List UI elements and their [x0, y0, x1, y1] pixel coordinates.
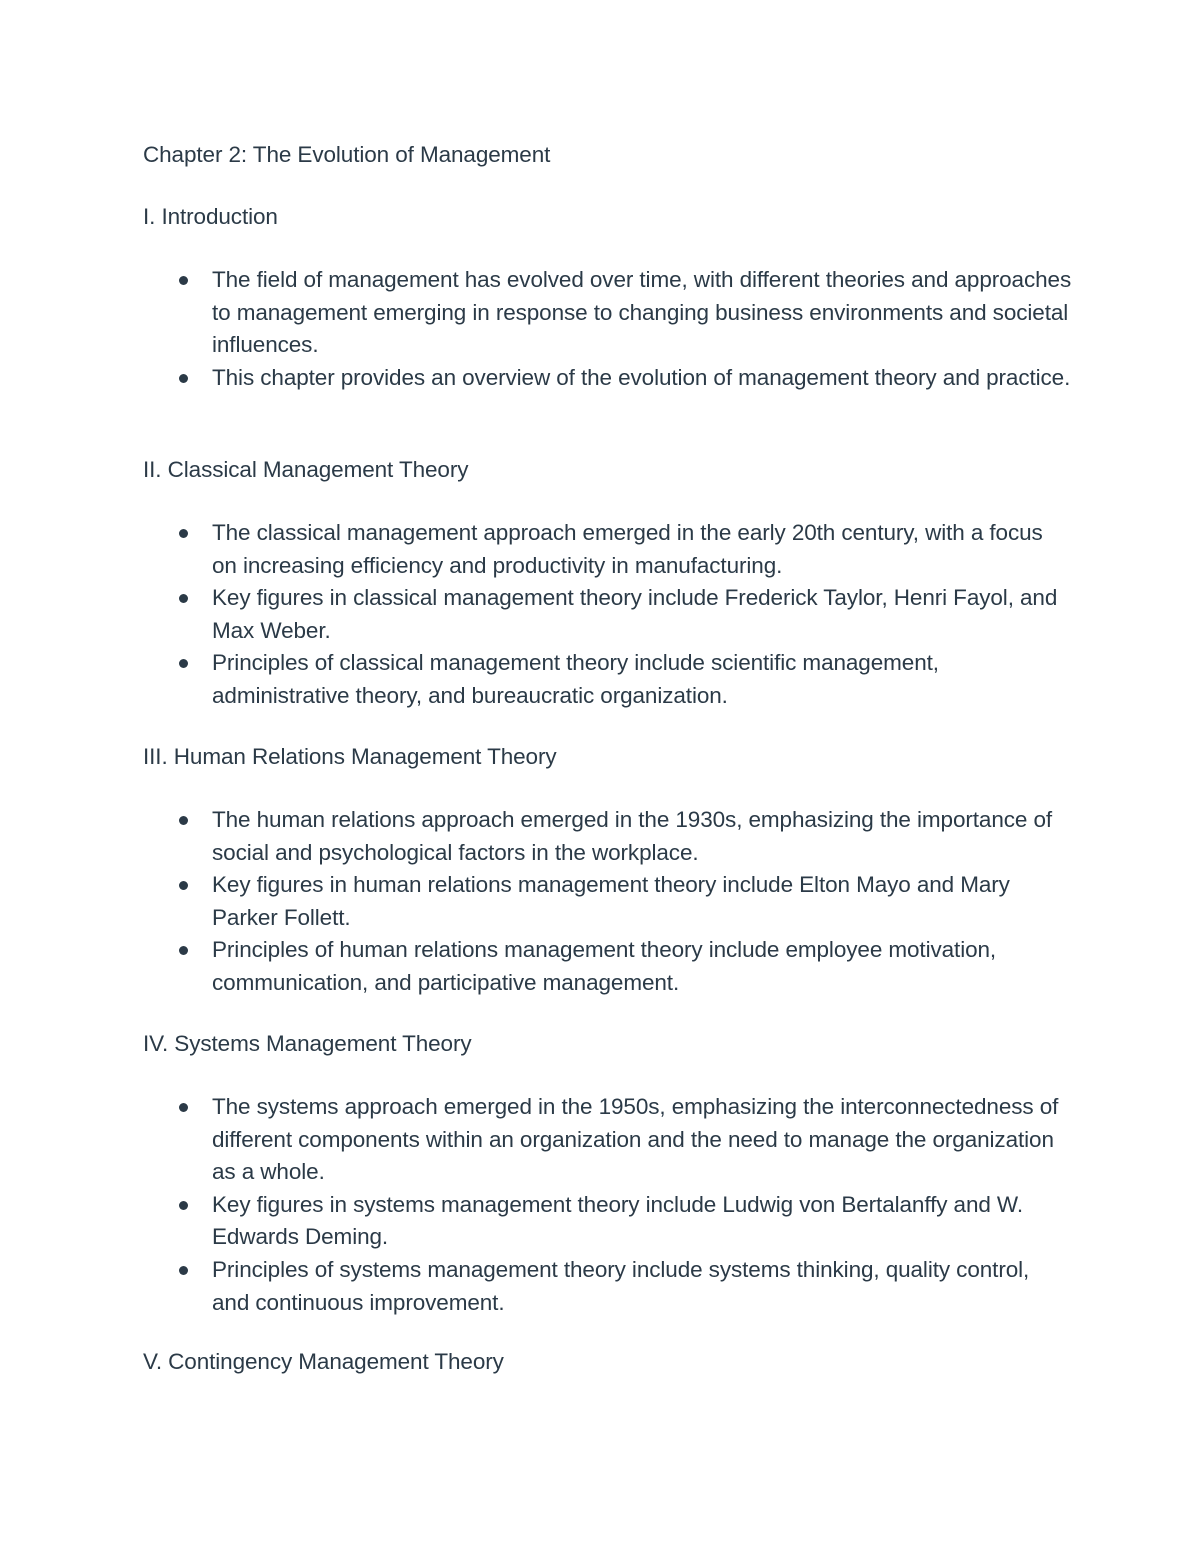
bullet-list-systems — [0, 1091, 1200, 1319]
list-item — [0, 362, 1072, 395]
bullet-dot-icon — [179, 1201, 188, 1210]
bullet-list-human-relations — [0, 804, 1200, 1000]
section-heading-introduction: I. Introduction — [143, 204, 278, 229]
list-item — [0, 934, 1072, 999]
bullet-list-classical — [0, 517, 1200, 713]
list-item — [0, 804, 1072, 869]
list-item-text: The field of management has evolved over time, with different theories and approaches to management emerging in response to changing business environments and societal influences. — [212, 267, 1072, 358]
bullet-dot-icon — [179, 946, 188, 955]
list-item-text: The human relations approach emerged in the 1930s, emphasizing the importance of social and psychological factors in the workplace. — [212, 807, 1053, 865]
list-item-text: Principles of human relations management theory include employee motivation, communication, and participative management. — [212, 937, 997, 995]
list-item — [0, 582, 1072, 647]
bullet-dot-icon — [179, 1103, 188, 1112]
bullet-dot-icon — [179, 594, 188, 603]
document-title: Chapter 2: The Evolution of Management — [143, 142, 551, 167]
list-item-text: Principles of systems management theory include systems thinking, quality control, and continuous improvement. — [212, 1256, 1030, 1315]
list-item-text: This chapter provides an overview of the evolution of management theory and practice. — [212, 364, 1071, 390]
bullet-dot-icon — [179, 659, 188, 668]
list-item — [0, 264, 1072, 362]
bullet-dot-icon — [179, 816, 188, 825]
list-item — [0, 1254, 1072, 1319]
list-item-text: Key figures in human relations management theory include Elton Mayo and Mary Parker Follett. — [212, 872, 1010, 930]
list-item-text: Principles of classical management theory include scientific management, administrative theory, and bureaucratic organization. — [212, 650, 939, 708]
bullet-dot-icon — [179, 529, 188, 538]
section-heading-classical: II. Classical Management Theory — [143, 457, 469, 482]
list-item — [0, 1189, 1072, 1254]
list-item — [0, 517, 1072, 582]
list-item-text: The classical management approach emerged in the early 20th century, with a focus on increasing efficiency and productivity in manufacturing. — [212, 520, 1043, 578]
bullet-dot-icon — [179, 1266, 188, 1275]
bullet-dot-icon — [179, 881, 188, 890]
list-item-text: Key figures in classical management theory include Frederick Taylor, Henri Fayol, and Max Weber. — [212, 585, 1058, 643]
list-item — [0, 647, 1072, 712]
list-item — [0, 869, 1072, 934]
bullet-dot-icon — [179, 374, 188, 383]
list-item-text: Key figures in systems management theory include Ludwig von Bertalanffy and W. Edwards Deming. — [212, 1191, 1023, 1250]
bullet-list-introduction — [0, 264, 1200, 394]
list-item — [0, 1091, 1072, 1189]
bullet-dot-icon — [179, 276, 188, 285]
section-heading-systems: IV. Systems Management Theory — [143, 1031, 472, 1056]
section-heading-contingency: V. Contingency Management Theory — [143, 1349, 504, 1374]
list-item-text: The systems approach emerged in the 1950s, emphasizing the interconnectedness of different components within an organization and the need to manage the organization as a whole. — [212, 1094, 1059, 1185]
section-heading-human-relations: III. Human Relations Management Theory — [143, 744, 557, 769]
